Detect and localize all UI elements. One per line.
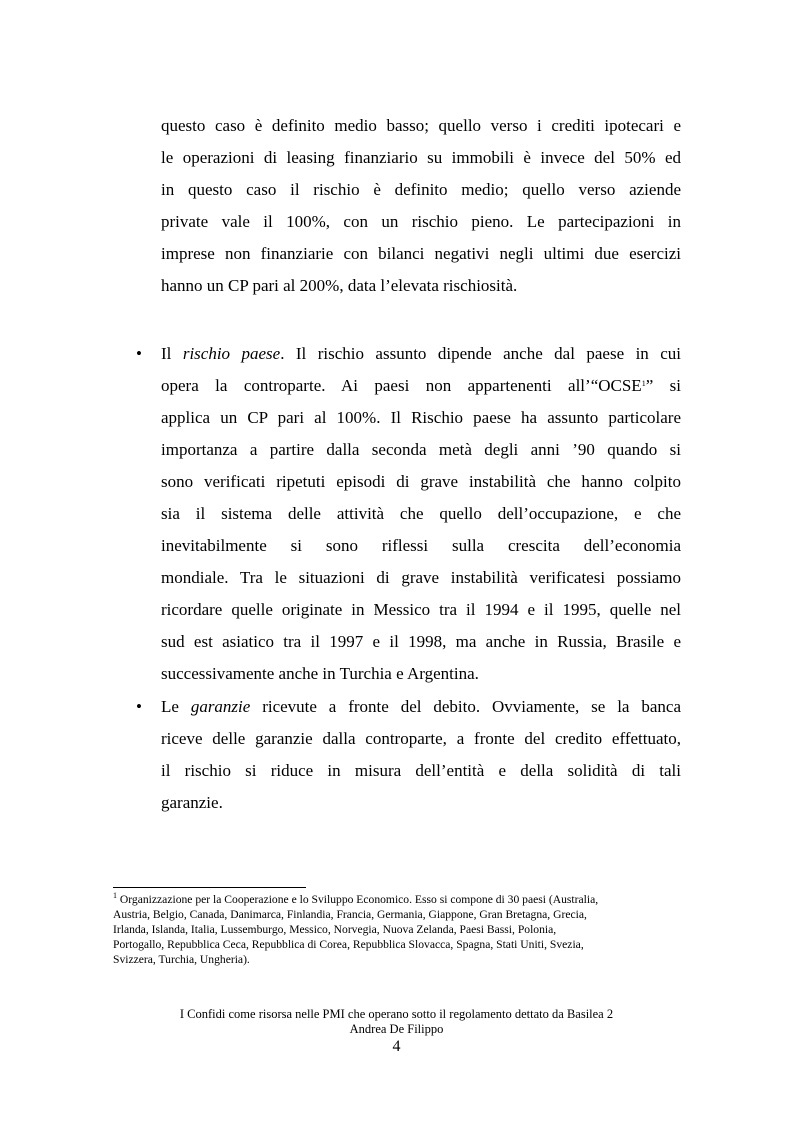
- text-line: successivamente anche in Turchia e Argentina.: [161, 664, 479, 683]
- page-number: 4: [392, 1038, 401, 1055]
- footnote-line: Portogallo, Repubblica Ceca, Repubblica di Corea, Repubblica Slovacca, Spagna, Stati Uniti, Svezia,: [113, 938, 584, 951]
- footnote-line: [113, 892, 685, 907]
- text-line: applica un CP pari al 100%. Il Rischio paese ha assunto particolare: [161, 408, 681, 427]
- text-span: ricevute a fronte del debito. Ovviamente, se la banca: [250, 697, 681, 716]
- text-line: [161, 370, 681, 402]
- text-line: sono verificati ripetuti episodi di grave instabilità che hanno colpito: [161, 472, 681, 491]
- bullet-icon: •: [136, 697, 142, 716]
- text-span: Il: [161, 344, 183, 363]
- text-line: mondiale. Tra le situazioni di grave instabilità verificatesi possiamo: [161, 568, 681, 587]
- intro-paragraph: [161, 110, 681, 302]
- text-span: Organizzazione per la Cooperazione e lo Sviluppo Economico. Esso si compone di 30 paesi (Australia,: [117, 893, 599, 906]
- term-italic: garanzie: [190, 697, 251, 716]
- text-line: il rischio si riduce in misura dell’entità e della solidità di tali: [161, 761, 681, 780]
- term-italic: rischio paese: [182, 344, 281, 363]
- footnote-separator: [113, 887, 306, 888]
- text-span: Le: [161, 697, 191, 716]
- text-span: ” si: [645, 376, 681, 395]
- text-line: imprese non finanziarie con bilanci negativi negli ultimi due esercizi: [161, 244, 681, 263]
- bullet-icon: •: [136, 344, 142, 363]
- rischio-paese-item: [161, 338, 681, 690]
- footnote-line: Svizzera, Turchia, Ungheria).: [113, 953, 250, 966]
- footnote: [113, 892, 685, 967]
- footnote-mark: 1: [113, 891, 117, 900]
- footnote-line: Austria, Belgio, Canada, Danimarca, Finlandia, Francia, Germania, Giappone, Gran Bretagna, Grecia,: [113, 908, 587, 921]
- garanzie-item: [161, 691, 681, 819]
- footnote-line: Irlanda, Islanda, Italia, Lussemburgo, Messico, Norvegia, Nuova Zelanda, Paesi Bassi, Polonia,: [113, 923, 557, 936]
- text-line: private vale il 100%, con un rischio pieno. Le partecipazioni in: [161, 212, 681, 231]
- text-line: [161, 691, 681, 723]
- text-line: questo caso è definito medio basso; quello verso i crediti ipotecari e: [161, 116, 681, 135]
- text-line: sia il sistema delle attività che quello dell’occupazione, e che: [161, 504, 681, 523]
- text-line: importanza a partire dalla seconda metà degli anni ’90 quando si: [161, 440, 681, 459]
- text-span: opera la controparte. Ai paesi non appartenenti all’“OCSE: [161, 376, 642, 395]
- footer-author: Andrea De Filippo: [349, 1022, 444, 1036]
- footnote-reference[interactable]: 1: [641, 379, 646, 388]
- text-line: hanno un CP pari al 200%, data l’elevata rischiosità.: [161, 276, 518, 295]
- text-line: garanzie.: [161, 793, 223, 812]
- text-line: in questo caso il rischio è definito medio; quello verso aziende: [161, 180, 681, 199]
- text-line: [161, 338, 681, 370]
- text-line: inevitabilmente si sono riflessi sulla crescita dell’economia: [161, 536, 681, 555]
- footer-title: I Confidi come risorsa nelle PMI che operano sotto il regolamento dettato da Basilea 2: [179, 1007, 614, 1021]
- text-line: ricordare quelle originate in Messico tra il 1994 e il 1995, quelle nel: [161, 600, 681, 619]
- text-line: le operazioni di leasing finanziario su immobili è invece del 50% ed: [161, 148, 681, 167]
- text-span: . Il rischio assunto dipende anche dal paese in cui: [280, 344, 681, 363]
- text-line: sud est asiatico tra il 1997 e il 1998, ma anche in Russia, Brasile e: [161, 632, 681, 651]
- text-line: riceve delle garanzie dalla controparte, a fronte del credito effettuato,: [161, 729, 681, 748]
